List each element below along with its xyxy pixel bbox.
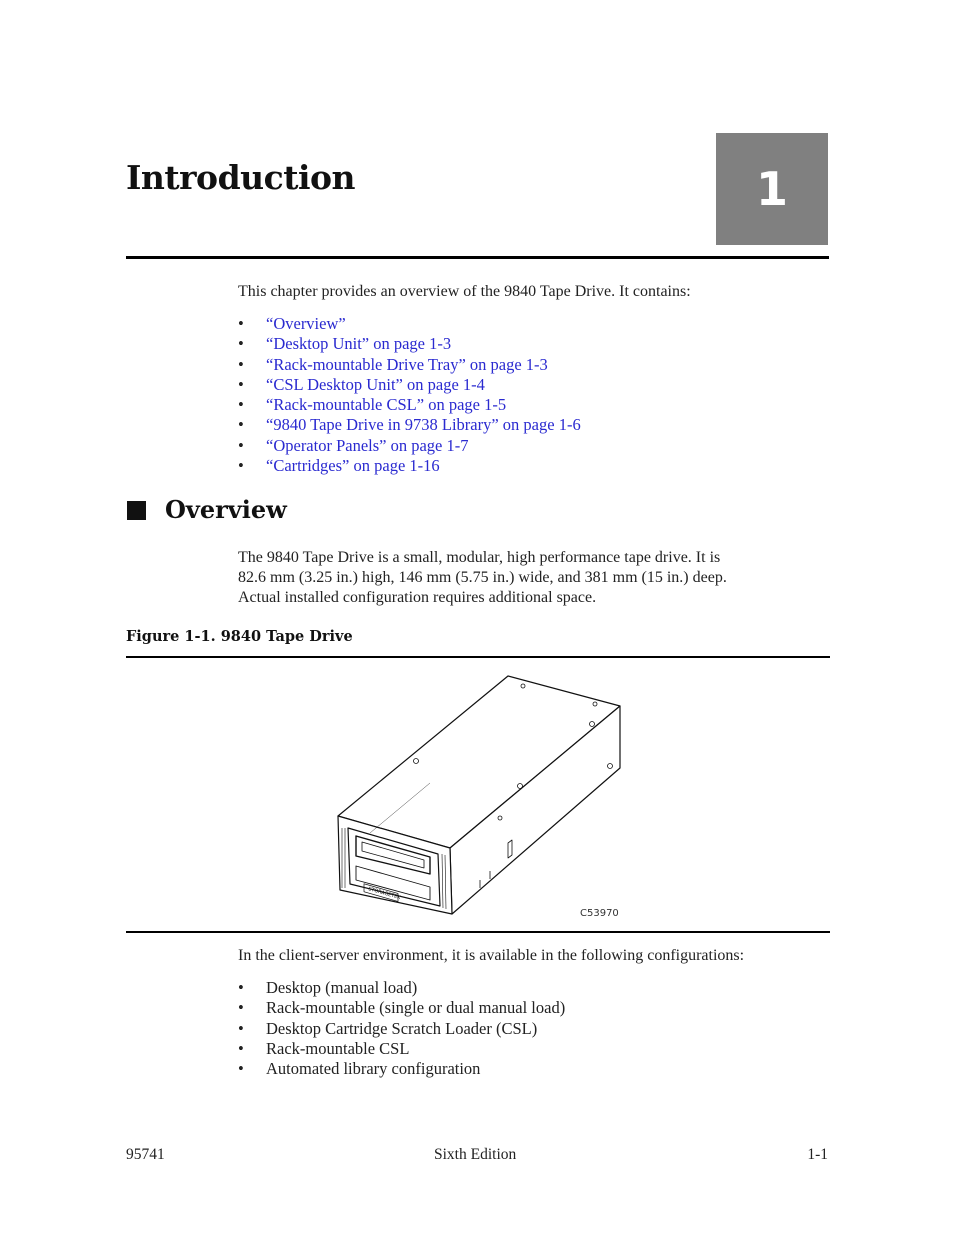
list-item [238, 314, 581, 334]
bullet-icon: • [238, 374, 244, 394]
chapter-title: Introduction [126, 158, 356, 197]
list-item [238, 978, 565, 998]
link-9840-in-9738-library[interactable]: “9840 Tape Drive in 9738 Library” on page 1-6 [266, 415, 581, 435]
list-item [238, 1059, 565, 1079]
configs-list [238, 978, 565, 1079]
chapter-number-box [716, 133, 828, 245]
bullet-icon: • [238, 978, 244, 997]
link-rack-mountable-drive-tray[interactable]: “Rack-mountable Drive Tray” on page 1-3 [266, 354, 548, 374]
figure-top-rule [126, 656, 830, 658]
figure-bottom-rule [126, 931, 830, 933]
link-cartridges[interactable]: “Cartridges” on page 1-16 [266, 456, 440, 476]
link-overview[interactable]: “Overview” [266, 314, 346, 333]
intro-text: This chapter provides an overview of the 9840 Tape Drive. It contains: [238, 283, 691, 300]
footer-edition: Sixth Edition [434, 1146, 517, 1163]
bullet-icon: • [238, 1059, 244, 1079]
figure-id: C53970 [580, 908, 619, 919]
bullet-icon: • [238, 334, 244, 354]
list-item [238, 1019, 565, 1039]
bullet-icon: • [238, 1018, 244, 1038]
list-item [238, 375, 581, 395]
bullet-icon: • [238, 456, 244, 476]
list-item [238, 1039, 565, 1059]
bullet-icon: • [238, 354, 244, 374]
config-item: Rack-mountable CSL [266, 1038, 410, 1058]
paragraph-line: 82.6 mm (3.25 in.) high, 146 mm (5.75 in.) wide, and 381 mm (15 in.) deep. [238, 569, 727, 586]
list-item [238, 415, 581, 435]
overview-paragraph [238, 548, 727, 608]
bullet-icon: • [238, 998, 244, 1018]
paragraph-line: The 9840 Tape Drive is a small, modular, high performance tape drive. It is [238, 549, 721, 566]
link-csl-desktop-unit[interactable]: “CSL Desktop Unit” on page 1-4 [266, 374, 485, 394]
config-item: Desktop Cartridge Scratch Loader (CSL) [266, 1018, 538, 1038]
link-desktop-unit[interactable]: “Desktop Unit” on page 1-3 [266, 334, 452, 354]
contents-list [238, 314, 581, 476]
bullet-icon: • [238, 435, 244, 455]
section-square-icon [127, 501, 146, 520]
bullet-icon: • [238, 1038, 244, 1058]
footer-doc-number: 95741 [126, 1146, 165, 1163]
footer-page-number: 1-1 [807, 1146, 828, 1163]
bullet-icon: • [238, 395, 244, 415]
config-item: Rack-mountable (single or dual manual load) [266, 998, 566, 1018]
paragraph-line: Actual installed configuration requires additional space. [238, 589, 597, 606]
config-item: Automated library configuration [266, 1059, 481, 1079]
list-item [238, 436, 581, 456]
list-item [238, 355, 581, 375]
list-item [238, 456, 581, 476]
link-operator-panels[interactable]: “Operator Panels” on page 1-7 [266, 435, 469, 455]
figure-caption: Figure 1-1. 9840 Tape Drive [126, 628, 353, 645]
header-rule [126, 256, 829, 259]
bullet-icon: • [238, 415, 244, 435]
tape-drive-illustration [330, 668, 630, 924]
list-item [238, 395, 581, 415]
panel-label: STORAGETEK [367, 886, 402, 902]
config-item: Desktop (manual load) [266, 978, 418, 997]
list-item [238, 334, 581, 354]
configs-text: In the client-server environment, it is available in the following configurations: [238, 947, 745, 964]
list-item [238, 998, 565, 1018]
link-rack-mountable-csl[interactable]: “Rack-mountable CSL” on page 1-5 [266, 395, 507, 415]
bullet-icon: • [238, 314, 244, 333]
section-heading: Overview [165, 495, 287, 524]
chapter-number: 1 [755, 162, 788, 216]
